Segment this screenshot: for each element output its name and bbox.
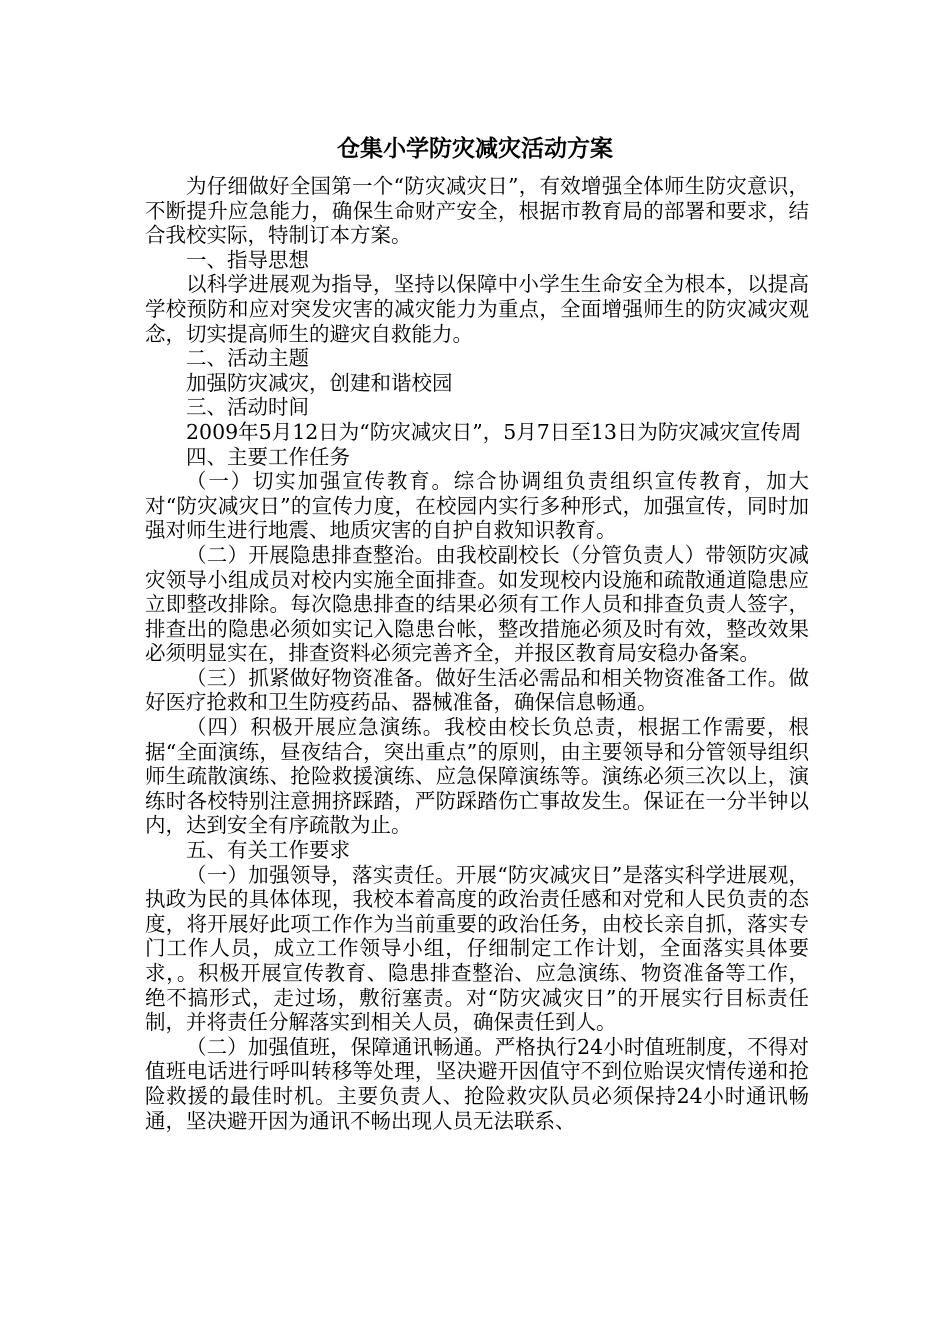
section-heading-main-tasks: 四、主要工作任务 [186, 444, 350, 469]
document-title: 仓集小学防灾减灾活动方案 [337, 136, 613, 162]
intro-paragraph: 为仔细做好全国第一个“防灾减灾日”，有效增强全体师生防灾意识，不断提升应急能力，确保生命财产安全，根据市教育局的部署和要求，结合我校实际，特制订本方案。 [145, 174, 809, 248]
document-body [145, 174, 809, 1133]
paragraph-guiding-ideology: 以科学进展观为指导，坚持以保障中小学生生命安全为根本，以提高学校预防和应对突发灾害的减灾能力为重点，全面增强师生的防灾减灾观念，切实提高师生的避灾自救能力。 [145, 272, 809, 346]
paragraph-activity-time: 2009年5月12日为“防灾减灾日”，5月7日至13日为防灾减灾宣传周 [186, 419, 802, 444]
paragraph-task-supplies: （三）抓紧做好物资准备。做好生活必需品和相关物资准备工作。做好医疗抢救和卫生防疫药品、器械准备，确保信息畅通。 [145, 665, 809, 715]
paragraph-task-hazard-inspection: （二）开展隐患排查整治。由我校副校长（分管负责人）带领防灾减灾领导小组成员对校内实施全面排查。如发现校内设施和疏散通道隐患应立即整改排除。每次隐患排查的结果必须有工作人员和排查负责人签字，排查出的隐患必须如实记入隐患台帐，整改措施必须及时有效，整改效果必须明显实在，排查资料必须完善齐全，并报区教育局安稳办备案。 [145, 542, 809, 666]
section-heading-activity-time: 三、活动时间 [186, 395, 309, 420]
paragraph-task-drills: （四）积极开展应急演练。我校由校长负总责，根据工作需要，根据“全面演练，昼夜结合，突出重点”的原则，由主要领导和分管领导组织师生疏散演练、抢险救援演练、应急保障演练等。演练必须三次以上，演练时各校特别注意拥挤踩踏，严防踩踏伤亡事故发生。保证在一分半钟以内，达到安全有序疏散为止。 [145, 715, 809, 838]
section-heading-activity-theme: 二、活动主题 [186, 346, 309, 371]
paragraph-activity-theme: 加强防灾减灾，创建和谐校园 [186, 370, 453, 395]
paragraph-requirement-duty: （二）加强值班，保障通讯畅通。严格执行24小时值班制度，不得对值班电话进行呼叫转移等处理，坚决避开因值守不到位贻误灾情传递和抢险救援的最佳时机。主要负责人、抢险救灾队员必须保持24小时通讯畅通，坚决避开因为通讯不畅出现人员无法联系、 [145, 1034, 809, 1133]
paragraph-requirement-leadership: （一）加强领导，落实责任。开展“防灾减灾日”是落实科学进展观，执政为民的具体体现，我校本着高度的政治责任感和对党和人民负责的态度，将开展好此项工作作为当前重要的政治任务，由校长亲自抓，落实专门工作人员，成立工作领导小组，仔细制定工作计划，全面落实具体要求，。积极开展宣传教育、隐患排查整治、应急演练、物资准备等工作，绝不搞形式，走过场，敷衍塞责。对“防灾减灾日”的开展实行目标责任制，并将责任分解落实到相关人员，确保责任到人。 [145, 862, 809, 1035]
paragraph-task-publicity: （一）切实加强宣传教育。综合协调组负责组织宣传教育，加大对“防灾减灾日”的宣传力度，在校园内实行多种形式，加强宣传，同时加强对师生进行地震、地质灾害的自护自救知识教育。 [145, 469, 809, 543]
section-heading-guiding-ideology: 一、指导思想 [186, 247, 309, 272]
section-heading-requirements: 五、有关工作要求 [186, 838, 350, 863]
